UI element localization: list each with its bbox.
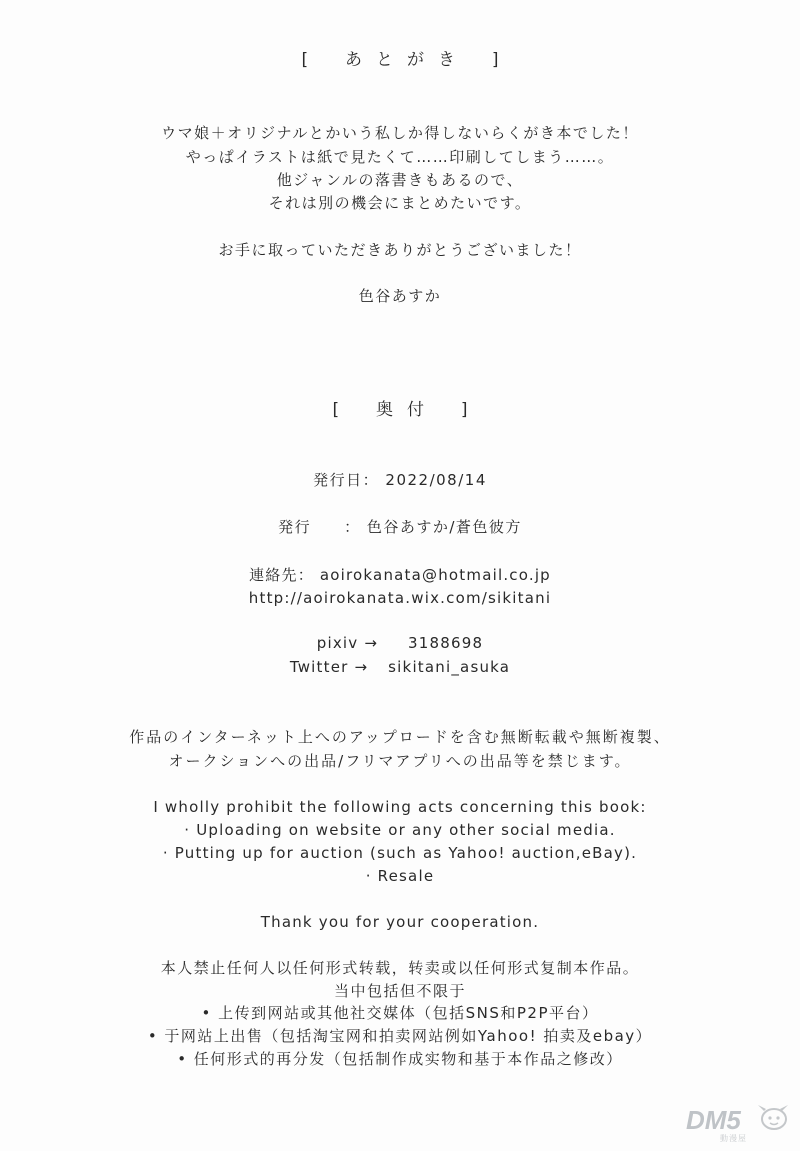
afterword-thanks: お手に取っていただきありがとうございました！ <box>218 241 582 259</box>
notice-en-line: I wholly prohibit the following acts concerning this book: <box>153 798 647 816</box>
publisher-value: 色谷あすか/蒼色彼方 <box>366 518 522 536</box>
afterword-line: ウマ娘＋オリジナルとかいう私しか得しないらくがき本でした！ <box>161 124 639 142</box>
notice-ja-line: オークションへの出品/フリマアプリへの出品等を禁じます。 <box>168 752 632 770</box>
issue-date-value: 2022/08/14 <box>385 471 487 489</box>
pixiv-row <box>0 633 800 653</box>
watermark-brand: DM5 <box>686 1105 741 1135</box>
publisher-label: 発行 ： <box>278 518 361 536</box>
pixiv-id: 3188698 <box>408 634 484 652</box>
twitter-row <box>0 657 800 677</box>
twitter-label: Twitter → <box>289 658 369 676</box>
notice-en-thanks: Thank you for your cooperation. <box>260 913 540 931</box>
afterword-line: それは別の機会にまとめたいです。 <box>268 194 532 212</box>
notice-en-line: · Resale <box>365 867 435 885</box>
site-watermark <box>682 1103 792 1145</box>
afterword-heading <box>0 50 800 70</box>
notice-en-line: · Uploading on website or any other social media. <box>184 821 616 839</box>
notice-zh-line: 本人禁止任何人以任何形式转载，转卖或以任何形式复制本作品。 <box>160 959 640 977</box>
afterword-line: 他ジャンルの落書きもあるので、 <box>276 171 524 189</box>
contact-email: aoirokanata@hotmail.co.jp <box>319 566 551 584</box>
colophon-title: 奥付 <box>376 400 438 420</box>
notice-zh-line: • 于网站上出售（包括淘宝网和拍卖网站例如Yahoo! 拍卖及ebay） <box>147 1027 653 1045</box>
heading-bracket-close: ] <box>491 50 499 70</box>
watermark-sub: 動漫屋 <box>720 1134 747 1143</box>
colophon-heading <box>0 400 800 420</box>
publisher-row <box>0 517 800 537</box>
author-signature: 色谷あすか <box>358 287 442 305</box>
notice-ja-line: 作品のインターネット上へのアップロードを含む無断転載や無断複製、 <box>129 728 671 746</box>
notice-zh-line: 当中包括但不限于 <box>333 982 466 1000</box>
mascot-icon <box>754 1103 792 1137</box>
contact-url: http://aoirokanata.wix.com/sikitani <box>248 589 552 607</box>
issue-date-label: 発行日： <box>313 471 380 489</box>
notice-en-line: · Putting up for auction (such as Yahoo! auction,eBay). <box>162 844 638 862</box>
notice-zh-line: • 任何形式的再分发（包括制作成实物和基于本作品之修改） <box>177 1050 623 1068</box>
heading-bracket-close: ] <box>460 400 468 420</box>
notice-zh-line: • 上传到网站或其他社交媒体（包括SNS和P2P平台） <box>201 1004 599 1022</box>
issue-date-row <box>0 470 800 490</box>
heading-bracket-open: [ <box>301 50 309 70</box>
afterword-line: やっぱイラストは紙で見たくて……印刷してしまう……。 <box>185 148 615 166</box>
afterword-title: あとがき <box>345 50 469 70</box>
heading-bracket-open: [ <box>332 400 340 420</box>
contact-label: 連絡先： <box>249 566 314 584</box>
twitter-id: sikitani_asuka <box>388 658 511 676</box>
pixiv-label: pixiv → <box>316 634 379 652</box>
contact-row <box>0 565 800 585</box>
